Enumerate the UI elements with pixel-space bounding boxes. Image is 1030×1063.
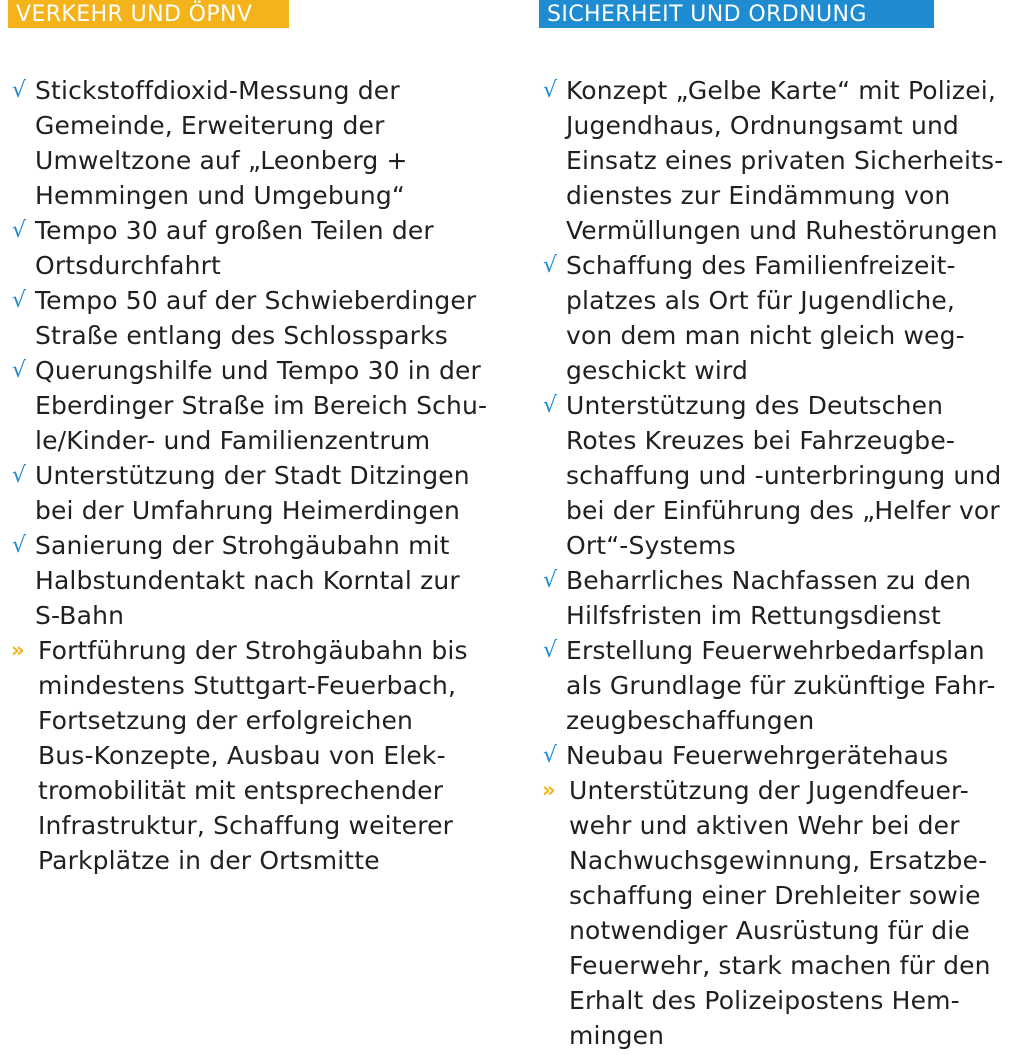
list-item-text: Tempo 50 auf der Schwieberdinger Straße entlang des Schlossparks [35, 286, 477, 350]
list-item [8, 528, 508, 633]
list-item-text: Konzept „Gelbe Karte“ mit Polizei, Jugendhaus, Ordnungsamt und Einsatz eines privaten Sicherheits- dienstes zur Eindämmung von Vermüllungen und Ruhestörungen [566, 76, 1004, 245]
check-icon: √ [543, 78, 558, 103]
list-item [8, 283, 508, 353]
list-item [539, 563, 1027, 633]
check-icon: √ [543, 393, 558, 418]
list-item-text: Unterstützung der Stadt Ditzingen bei der Umfahrung Heimerdingen [35, 461, 470, 525]
list-item-text: Beharrliches Nachfassen zu den Hilfsfristen im Rettungsdienst [566, 566, 972, 630]
list-item-text: Unterstützung der Jugendfeuer- wehr und aktiven Wehr bei der Nachwuchsgewinnung, Ersatzbe- schaffung einer Drehleiter sowie notwendiger Ausrüstung für die Feuerwehr, stark machen für den Erhalt des Polizeipostens Hem- mingen [569, 776, 991, 1050]
list-item [539, 773, 1027, 1053]
list-item [539, 73, 1027, 248]
list-item-text: Sanierung der Strohgäubahn mit Halbstundentakt nach Korntal zur S-Bahn [35, 531, 460, 630]
double-chevron-icon: » [542, 778, 556, 802]
list-item-text: Tempo 30 auf großen Teilen der Ortsdurchfahrt [35, 216, 434, 280]
list-item-text: Querungshilfe und Tempo 30 in der Eberdinger Straße im Bereich Schu- le/Kinder- und Familienzentrum [35, 356, 488, 455]
check-icon: √ [12, 533, 27, 558]
list-item [8, 73, 508, 213]
list-item [539, 248, 1027, 388]
list-item [539, 633, 1027, 738]
check-icon: √ [12, 288, 27, 313]
check-icon: √ [543, 743, 558, 768]
section-heading-verkehr: VERKEHR UND ÖPNV [8, 0, 289, 28]
check-icon: √ [12, 218, 27, 243]
check-icon: √ [543, 253, 558, 278]
list-item [539, 738, 1027, 773]
section-heading-sicherheit: SICHERHEIT UND ORDNUNG [539, 0, 934, 28]
list-item [8, 213, 508, 283]
column-verkehr [8, 0, 508, 875]
list-item-text: Erstellung Feuerwehrbedarfsplan als Grundlage für zukünftige Fahr- zeugbeschaffungen [566, 636, 996, 735]
column-sicherheit [539, 0, 1027, 1050]
list-item-text: Stickstoffdioxid-Messung der Gemeinde, Erweiterung der Umweltzone auf „Leonberg + Hemmingen und Umgebung“ [35, 76, 408, 210]
check-icon: √ [543, 568, 558, 593]
check-icon: √ [543, 638, 558, 663]
list-item [8, 353, 508, 458]
list-item-text: Fortführung der Strohgäubahn bis mindestens Stuttgart-Feuerbach, Fortsetzung der erfolgreichen Bus-Konzepte, Ausbau von Elek- tromobilität mit entsprechender Infrastruktur, Schaffung weiterer Parkplätze in der Ortsmitte [38, 636, 468, 875]
list-item [8, 633, 508, 878]
list-item-text: Neubau Feuerwehrgerätehaus [566, 741, 949, 770]
check-icon: √ [12, 463, 27, 488]
check-icon: √ [12, 78, 27, 103]
list-item [539, 388, 1027, 563]
double-chevron-icon: » [11, 638, 25, 662]
list-item [8, 458, 508, 528]
list-item-text: Schaffung des Familienfreizeit- platzes als Ort für Jugendliche, von dem man nicht gleich weg- geschickt wird [566, 251, 965, 385]
check-icon: √ [12, 358, 27, 383]
list-verkehr [8, 73, 508, 878]
list-sicherheit [539, 73, 1027, 1053]
list-item-text: Unterstützung des Deutschen Rotes Kreuzes bei Fahrzeugbe- schaffung und -unterbringung und bei der Einführung des „Helfer vor Ort“-Systems [566, 391, 1002, 560]
